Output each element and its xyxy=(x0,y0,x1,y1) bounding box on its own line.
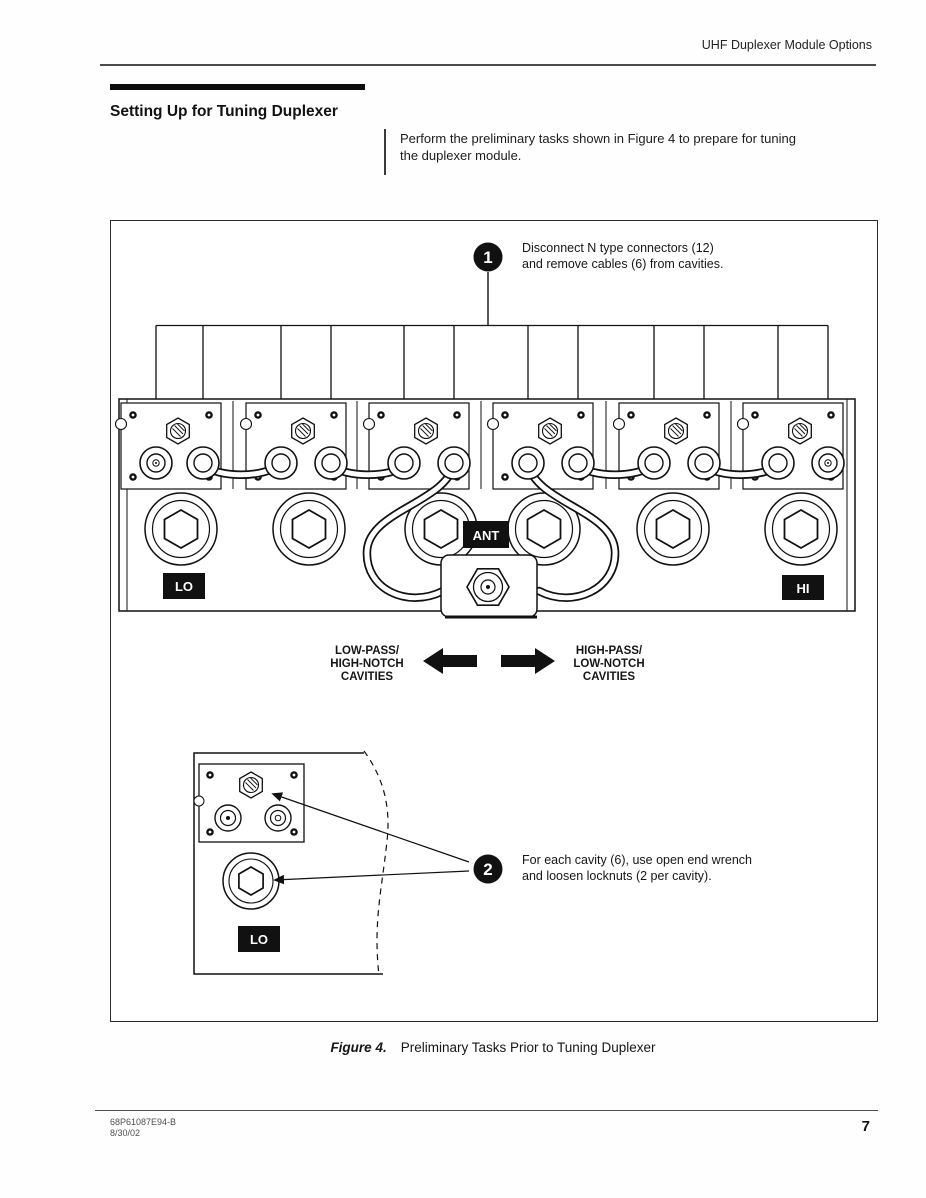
low-pass-label-line2: HIGH-NOTCH xyxy=(330,658,404,670)
figure-4-diagram xyxy=(111,221,877,1021)
hi-tag-label: HI xyxy=(796,581,810,596)
header-rule xyxy=(100,64,876,66)
step1-text-line2: and remove cables (6) from cavities. xyxy=(522,257,724,271)
footer-page-number: 7 xyxy=(861,1118,870,1135)
n-connector-5 xyxy=(388,447,420,479)
detail-lo-tag xyxy=(238,926,280,952)
detail-tuning-knob xyxy=(223,853,279,909)
step2-number: 2 xyxy=(483,860,493,879)
low-pass-label-line1: LOW-PASS/ xyxy=(334,645,400,657)
high-pass-label-line3: CAVITIES xyxy=(582,671,636,683)
figure-4-frame xyxy=(110,220,878,1022)
tuning-knob-1 xyxy=(145,493,217,565)
n-connector-11 xyxy=(762,447,794,479)
ant-tag xyxy=(463,521,509,548)
detail-connector-right xyxy=(265,805,291,831)
right-direction-arrow xyxy=(501,648,555,674)
page-header-title: UHF Duplexer Module Options xyxy=(701,38,872,52)
section-heading: Setting Up for Tuning Duplexer xyxy=(110,103,338,120)
footer-doc-number: 68P61087E94-B xyxy=(110,1117,177,1127)
n-connector-3 xyxy=(265,447,297,479)
footer-date: 8/30/02 xyxy=(110,1128,141,1138)
hi-tag xyxy=(782,575,824,600)
duplexer-module-drawing xyxy=(116,399,856,617)
left-direction-arrow xyxy=(423,648,477,674)
low-pass-label-line3: CAVITIES xyxy=(340,671,394,683)
lo-tag-label: LO xyxy=(174,579,194,594)
n-connector-9 xyxy=(638,447,670,479)
tuning-knob-2 xyxy=(273,493,345,565)
cavity-detail-view xyxy=(194,751,388,976)
step1-callout xyxy=(474,241,724,325)
section-bar xyxy=(110,84,365,90)
cavity-group-labels xyxy=(330,645,644,683)
ant-tag-label: ANT xyxy=(472,528,500,543)
high-pass-label-line2: LOW-NOTCH xyxy=(573,658,645,670)
figure-caption xyxy=(110,1040,876,1055)
figure-caption-text: Preliminary Tasks Prior to Tuning Duplexer xyxy=(400,1040,656,1055)
body-line-2: the duplexer module. xyxy=(400,148,522,163)
n-connector-10 xyxy=(688,447,720,479)
step1-number: 1 xyxy=(483,248,493,267)
n-connector-4 xyxy=(315,447,347,479)
tuning-knob-5 xyxy=(637,493,709,565)
footer-doc-block xyxy=(110,1117,176,1139)
high-pass-label-line1: HIGH-PASS/ xyxy=(575,645,643,657)
detail-locknut xyxy=(240,772,263,798)
body-change-bar xyxy=(384,129,386,175)
tuning-knob-6 xyxy=(765,493,837,565)
footer-rule xyxy=(95,1110,878,1111)
detail-connector-left xyxy=(215,805,241,831)
n-connector-8 xyxy=(562,447,594,479)
antenna-port xyxy=(441,555,537,617)
n-connector-6 xyxy=(438,447,470,479)
step2-text-line1: For each cavity (6), use open end wrench xyxy=(522,853,752,867)
lo-tag xyxy=(163,573,205,599)
body-paragraph xyxy=(400,130,886,164)
figure-caption-label: Figure 4. xyxy=(330,1040,387,1055)
n-connector-2 xyxy=(187,447,219,479)
detail-lo-tag-label: LO xyxy=(249,932,269,947)
body-line-1: Perform the preliminary tasks shown in Figure 4 to prepare for tuning xyxy=(400,131,796,146)
n-connector-1 xyxy=(140,447,172,479)
step1-text-line1: Disconnect N type connectors (12) xyxy=(522,241,714,255)
n-connector-12 xyxy=(812,447,844,479)
n-connector-7 xyxy=(512,447,544,479)
step2-text-line2: and loosen locknuts (2 per cavity). xyxy=(522,869,712,883)
